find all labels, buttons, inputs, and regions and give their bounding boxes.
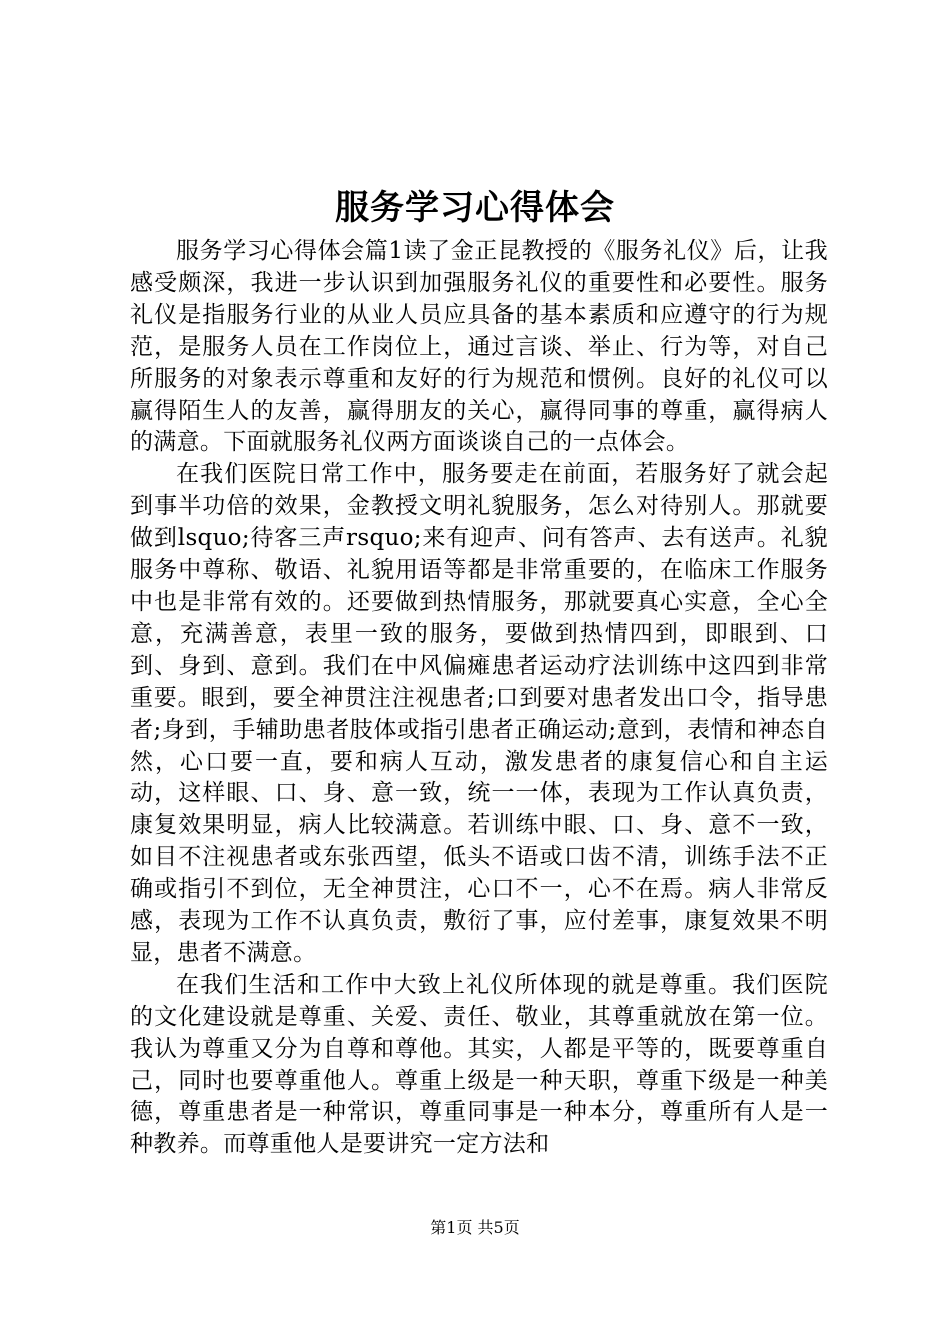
paragraph-3: 在我们生活和工作中大致上礼仪所体现的就是尊重。我们医院的文化建设就是尊重、关爱、责任、敬业，其尊重就放在第一位。我认为尊重又分为自尊和尊他。其实，人都是平等的，既要尊重自己，同时也要尊重他人。尊重上级是一种天职，尊重下级是一种美德，尊重患者是一种常识，尊重同事是一种本分，尊重所有人是一种教养。而尊重他人是要讲究一定方法和: [130, 971, 828, 1158]
document-title: 服务学习心得体会: [335, 188, 615, 228]
page-footer: 第1页 共5页: [430, 1218, 520, 1237]
paragraph-1: 服务学习心得体会篇1读了金正昆教授的《服务礼仪》后，让我感受颇深，我进一步认识到加强服务礼仪的重要性和必要性。服务礼仪是指服务行业的从业人员应具备的基本素质和应遵守的行为规范，是服务人员在工作岗位上，通过言谈、举止、行为等，对自己所服务的对象表示尊重和友好的行为规范和惯例。良好的礼仪可以赢得陌生人的友善，赢得朋友的关心，赢得同事的尊重，赢得病人的满意。下面就服务礼仪两方面谈谈自己的一点体会。: [130, 238, 828, 456]
paragraph-2: 在我们医院日常工作中，服务要走在前面，若服务好了就会起到事半功倍的效果，金教授文明礼貌服务，怎么对待别人。那就要做到lsquo;待客三声rsquo;来有迎声、问有答声、去有送声。礼貌服务中尊称、敬语、礼貌用语等都是非常重要的，在临床工作服务中也是非常有效的。还要做到热情服务，那就要真心实意，全心全意，充满善意，表里一致的服务，要做到热情四到，即眼到、口到、身到、意到。我们在中风偏瘫患者运动疗法训练中这四到非常重要。眼到，要全神贯注注视患者;口到要对患者发出口令，指导患者;身到，手辅助患者肢体或指引患者正确运动;意到，表情和神态自然，心口要一直，要和病人互动，激发患者的康复信心和自主运动，这样眼、口、身、意一致，统一一体，表现为工作认真负责，康复效果明显，病人比较满意。若训练中眼、口、身、意不一致，如目不注视患者或东张西望，低头不语或口齿不清，训练手法不正确或指引不到位，无全神贯注，心口不一，心不在焉。病人非常反感，表现为工作不认真负责，敷衍了事，应付差事，康复效果不明显，患者不满意。: [130, 461, 828, 966]
document-body: [130, 236, 828, 1161]
